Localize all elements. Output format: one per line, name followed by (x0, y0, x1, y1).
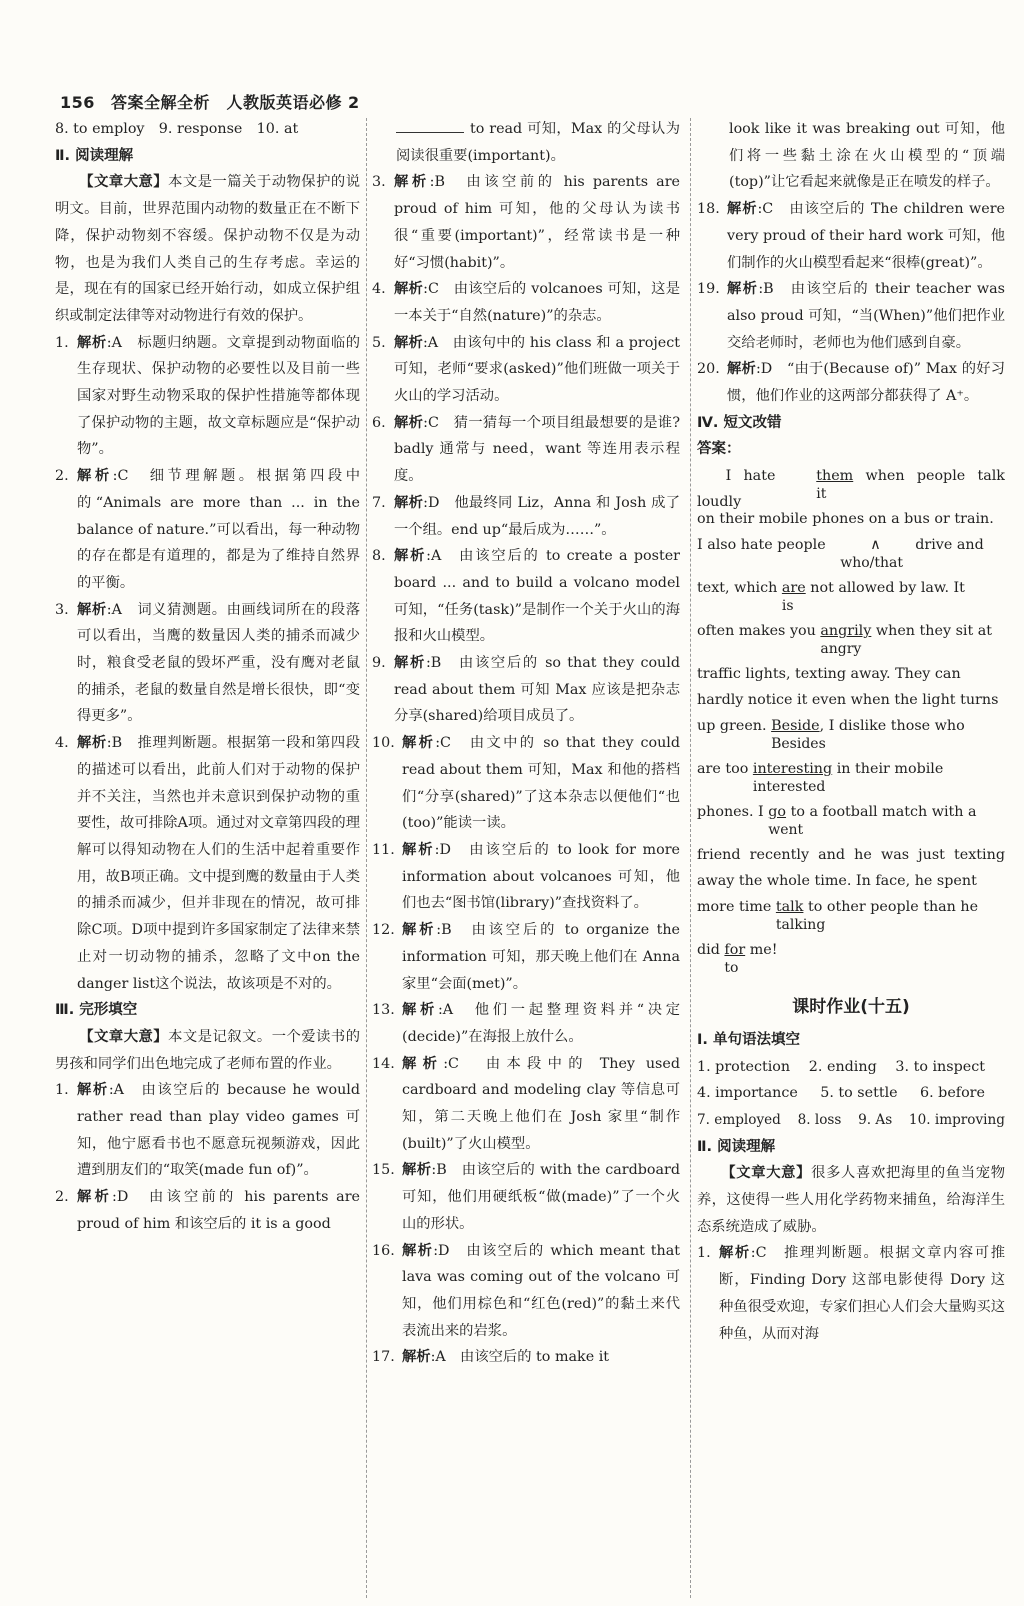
corr-error: angrily (820, 623, 872, 640)
summary (697, 1160, 1005, 1240)
item-text: :B 由该空后的 to organize the information 可知，那天晚上他们在 Anna 家里“会面(met)”。 (402, 922, 680, 992)
grammar-answer: 3. to inspect (895, 1058, 985, 1075)
item-label: 解析 (77, 334, 107, 351)
corr-fix: interested (752, 779, 826, 796)
item-label: 解析 (394, 281, 424, 298)
item-number: 6. (372, 414, 386, 431)
item-number: 3. (55, 601, 69, 618)
item-label: 解析 (402, 735, 436, 752)
item-number: 11. (372, 841, 395, 858)
item-text: :A 由该句中的 his class 和 a project 可知，老师“要求(asked)”他们班做一项关于火山的学习活动。 (394, 334, 680, 405)
answer-item (55, 597, 360, 731)
item-text: :A 由该空后的 to make it (430, 1349, 610, 1366)
item-number: 1. (55, 334, 69, 351)
corr-line: traffic lights, texting away. They can (697, 666, 961, 683)
corr-error: interesting (752, 761, 833, 778)
grammar-answer: 8. loss (797, 1111, 842, 1128)
error-correction-passage (697, 463, 1005, 980)
item-text: :A 标题归纳题。文章提到动物面临的生存现状、保护动物的必要性以及目前一些国家对野生动物采取的保护性措施等都体现了保护动物的主题，故文章标题应是“保护动物”。 (77, 334, 361, 458)
summary-text: 很多人喜欢把海里的鱼当宠物养，这使得一些人用化学药物来捕鱼，给海洋生态系统造成了威胁。 (697, 1165, 1006, 1235)
answer-blank (396, 118, 464, 133)
corr-text: drive and (910, 537, 984, 554)
page-number: 156 (60, 93, 95, 112)
answer-label: 答案： (697, 441, 741, 458)
item-number: 13. (372, 1002, 395, 1019)
lesson-title: 课时作业(十五) (792, 997, 910, 1018)
answer-item (372, 543, 680, 650)
answer-item (55, 463, 360, 597)
summary-label: 【文章大意】 (79, 174, 169, 191)
corr-error: talk (775, 899, 804, 916)
item-text: :C 细节理解题。根据第四段中的“Animals are more than ... in the balance of nature.”可以看出，每一种动物的存在都是有道理的，都是为了维持自然界的平衡。 (77, 468, 360, 591)
column-1 (55, 116, 360, 1238)
column-divider (366, 118, 367, 1598)
answer-item (372, 1157, 680, 1237)
item-text: :B 由该空后的 so that they could read about them 可知 Max 应该是把杂志分享(shared)给项目成员了。 (394, 655, 680, 725)
grammar-answer: 1. protection (697, 1058, 791, 1075)
item-text: :A 词义猜测题。由画线词所在的段落可以看出，当鹰的数量因人类的捕杀而减少时，粮食受老鼠的毁坏严重，没有鹰对老鼠的捕杀，老鼠的数量自然是增长很快，即“变得更多”。 (77, 601, 361, 725)
corr-line: friend recently and he was just texting away the whole time. In face, he spent (697, 847, 1005, 890)
answer-item (697, 276, 1005, 356)
corr-error: go (768, 804, 787, 821)
grammar-answer: 6. before (919, 1085, 985, 1102)
corr-text: did (697, 942, 725, 959)
grammar-answers (697, 1107, 1005, 1134)
item-label: 解析 (394, 548, 427, 565)
item-label: 解析 (402, 841, 435, 858)
item-text: :B 由该空前的 his parents are proud of him 可知，他的父母认为读书很“重要(important)”，经常读书是一种好“习惯(habit)”。 (394, 174, 680, 271)
item-label: 解析 (727, 361, 756, 378)
item-label: 解析 (77, 1082, 109, 1099)
corr-text: in their mobile (832, 761, 944, 778)
item-label: 解析 (402, 922, 437, 939)
corr-text: I hate (725, 468, 788, 485)
corr-line (697, 894, 1005, 937)
corr-fix: angry (820, 641, 862, 658)
answer-item (372, 169, 680, 276)
grammar-answer: 7. employed (697, 1111, 781, 1128)
section-title: Ⅰ. 单句语法填空 (697, 1031, 800, 1048)
answer-item (372, 997, 680, 1050)
item-number: 2. (55, 1189, 69, 1206)
item-number: 17. (372, 1349, 395, 1366)
continued-text-content: to read 可知，Max 的父母认为阅读很重要(important)。 (396, 121, 680, 164)
item-number: 14. (372, 1055, 395, 1072)
corr-line: on their mobile phones on a bus or train. (697, 511, 994, 528)
item-number: 2. (55, 468, 69, 485)
item-number: 3. (372, 174, 386, 191)
corr-line (697, 756, 1005, 799)
item-text: :B 由该空后的 their teacher was also proud 可知，“当(When)”他们把作业交给老师时，老师也为他们感到自豪。 (727, 281, 1005, 351)
corr-text: phones. I (697, 804, 769, 821)
answer-item (372, 276, 680, 329)
corr-line (697, 463, 1005, 511)
corr-fix: who/that (840, 555, 903, 572)
answer-item (55, 730, 360, 997)
corr-text: when people talk loudly (697, 468, 1005, 511)
item-text: :C 推理判断题。根据文章内容可推断，Finding Dory 这部电影使得 Dory 这种鱼很受欢迎，专家们担心人们会大量购买这种鱼，从而对海 (719, 1245, 1005, 1342)
item-label: 解析 (402, 1162, 432, 1179)
corr-text: when they sit at (871, 623, 993, 640)
item-text: :D “由于(Because of)” Max 的好习惯，他们作业的这两部分都获得了 A⁺。 (727, 361, 1005, 405)
item-label: 解析 (402, 1055, 444, 1072)
item-text: :C 由该空后的 volcanoes 可知，这是一本关于“自然(nature)”的杂志。 (394, 281, 681, 324)
item-number: 20. (697, 361, 720, 378)
corr-fix: went (768, 822, 804, 839)
book-title: 答案全解全析 人教版英语必修 2 (110, 93, 360, 112)
corr-text: text, which (697, 580, 782, 597)
answer-item (697, 196, 1005, 276)
corr-fix: Besides (771, 736, 826, 753)
grammar-answer: 2. ending (808, 1058, 877, 1075)
grammar-answer: 4. importance (697, 1085, 798, 1102)
answer-item (372, 730, 680, 837)
answer-item (697, 356, 1005, 409)
corr-fix: it (816, 486, 827, 503)
item-number: 15. (372, 1162, 395, 1179)
item-number: 1. (55, 1082, 69, 1099)
grammar-answer: 10. improving (908, 1111, 1005, 1128)
item-label: 解析 (394, 655, 426, 672)
answer-item (697, 1240, 1005, 1347)
corr-line (697, 532, 1005, 575)
item-text: :D 他最终同 Liz，Anna 和 Josh 成了一个组。end up“最后成为……”。 (394, 494, 680, 538)
corr-line (697, 618, 1005, 661)
continued-text: look like it was breaking out 可知，他们将一些黏土涂在火山模型的“顶端(top)”让它看起来就像是正在喷发的样子。 (729, 121, 1005, 191)
summary-label: 【文章大意】 (721, 1165, 812, 1182)
section-title: Ⅲ. 完形填空 (55, 1002, 138, 1019)
section-title: Ⅳ. 短文改错 (697, 414, 782, 431)
item-text: :B 由该空后的 with the cardboard 可知，他们用硬纸板“做(made)”了一个火山的形状。 (402, 1162, 681, 1232)
item-label: 解析 (402, 1349, 431, 1366)
answer-item (372, 490, 680, 543)
item-number: 5. (372, 334, 386, 351)
item-text: :A 他们一起整理资料并“决定(decide)”在海报上放什么。 (402, 1002, 681, 1045)
item-number: 1. (697, 1245, 711, 1262)
corr-text: are too (697, 761, 753, 778)
corr-line (697, 575, 1005, 618)
answer-item (372, 1344, 680, 1371)
corr-line: hardly notice it even when the light turns (697, 692, 999, 709)
corr-error: Beside (771, 718, 820, 735)
column-3 (697, 116, 1005, 1347)
item-label: 解析 (77, 735, 107, 752)
answer-item (55, 1184, 360, 1237)
corr-line (697, 713, 1005, 756)
page-header (60, 90, 360, 113)
answer-item (55, 330, 360, 464)
grammar-answer: 9. As (858, 1111, 893, 1128)
summary (55, 169, 360, 329)
answer-item (372, 1238, 680, 1345)
item-text: :A 由该空后的 to create a poster board ... and to build a volcano model 可知，“任务(task)”是制作一个关于火山的海报和火山模型。 (394, 548, 680, 645)
item-number: 9. (372, 655, 386, 672)
item-number: 8. (372, 548, 386, 565)
item-number: 4. (372, 281, 386, 298)
summary-text: 本文是一篇关于动物保护的说明文。目前，世界范围内动物的数量正在不断下降，保护动物刻不容缓。保护动物不仅是为动物，也是为我们人类自己的生存考虑。幸运的是，现在有的国家已经开始行动，如成立保护组织或制定法律等对动物进行有效的保护。 (55, 174, 361, 324)
item-label: 解析 (394, 334, 423, 351)
section-title: Ⅱ. 阅读理解 (55, 147, 134, 164)
item-text: :D 由该空后的 which meant that lava was coming out of the volcano 可知，他们用棕色和“红色(red)”的黏土来代表流出来的岩浆。 (402, 1242, 680, 1339)
item-label: 解析 (394, 494, 424, 511)
item-label: 解析 (402, 1242, 434, 1259)
item-label: 解析 (394, 414, 424, 431)
item-text: :D 由该空前的 his parents are proud of him 和该空后的 it is a good (77, 1189, 360, 1232)
answer-item (372, 410, 680, 490)
summary (55, 1024, 360, 1077)
answer-item (372, 650, 680, 730)
corr-text: , I dislike those who (819, 718, 965, 735)
corr-error: ∧ (870, 537, 881, 554)
grammar-answer: 5. to settle (820, 1085, 898, 1102)
item-number: 10. (372, 735, 395, 752)
corr-text: up green. (697, 718, 772, 735)
item-text: :D 由该空后的 to look for more information about volcanoes 可知，他们也去“图书馆(library)”查找资料了。 (402, 841, 680, 912)
column-2 (372, 116, 680, 1371)
corr-text: me! (745, 942, 778, 959)
corr-error: them (816, 468, 854, 485)
item-text: :C 猜一猜每一个项目组最想要的是谁? badly 通常与 need，want 等连用表示程度。 (394, 414, 681, 485)
item-label: 解析 (719, 1245, 751, 1262)
item-text: :C 由文中的 so that they could read about them 可知，Max 和他的搭档们“分享(shared)”了这本杂志以便他们“也(too)”能读一读。 (402, 735, 681, 832)
item-text: :B 推理判断题。根据第一段和第四段的描述可以看出，此前人们对于动物的保护并不关注，当然也并未意识到保护动物的重要性，故可排除A项。通过对文章第四段的理解可以得知动物在人们的生活中起着重要作用，故B项正确。文中提到鹰的数量由于人类的捕杀而减少，但并非现在的情况，故可排除C项。D项中提到许多国家制定了法律来禁止对一切动物的捕杀，忽略了文中on the danger list这个说法，故该项是不对的。 (77, 735, 361, 992)
answer-item (372, 837, 680, 917)
answer-item (372, 917, 680, 997)
grammar-answers (697, 1054, 1005, 1081)
corr-error: are (781, 580, 806, 597)
corr-text: not allowed by law. It (805, 580, 965, 597)
summary-label: 【文章大意】 (79, 1028, 169, 1045)
item-label: 解析 (77, 601, 107, 618)
item-number: 18. (697, 201, 720, 218)
corr-fix: is (781, 598, 794, 615)
item-number: 19. (697, 281, 720, 298)
corr-text: to other people than he (803, 899, 979, 916)
corr-text: more time (697, 899, 776, 916)
item-number: 16. (372, 1242, 395, 1259)
corr-text: often makes you (697, 623, 821, 640)
item-label: 解析 (77, 1189, 113, 1206)
corr-line (697, 799, 1005, 842)
corr-text: to a football match with a (786, 804, 977, 821)
grammar-answers (697, 1080, 1005, 1107)
item-label: 解析 (402, 1002, 438, 1019)
continued-text (372, 116, 680, 169)
item-label: 解析 (394, 174, 430, 191)
column-divider (690, 118, 691, 1598)
item-text: :A 由该空后的 because he would rather read than play video games 可知，他宁愿看书也不愿意玩视频游戏，因此遭到朋友们的“取笑(made fun of)”。 (77, 1082, 361, 1179)
top-answers: 8. to employ 9. response 10. at (55, 121, 299, 137)
corr-error: for (724, 942, 746, 959)
item-text: :C 由本段中的 They used cardboard and modeling clay 等信息可知，第二天晚上他们在 Josh 家里“制作(built)”了火山模型。 (402, 1055, 680, 1152)
item-label: 解析 (727, 281, 759, 298)
summary-text: 本文是记叙文。一个爱读书的男孩和同学们出色地完成了老师布置的作业。 (55, 1028, 361, 1072)
corr-line (697, 937, 1005, 980)
item-number: 7. (372, 494, 386, 511)
answer-item (55, 1077, 360, 1184)
item-number: 12. (372, 922, 395, 939)
corr-text: I also hate people (697, 537, 831, 554)
item-number: 4. (55, 735, 69, 752)
item-label: 解析 (727, 201, 758, 218)
corr-fix: talking (775, 917, 826, 934)
answer-item (372, 1051, 680, 1158)
item-text: :C 由该空后的 The children were very proud of their hard work 可知，他们制作的火山模型看起来“很棒(great)”。 (727, 201, 1006, 271)
section-title: Ⅱ. 阅读理解 (697, 1138, 776, 1155)
answer-item (372, 330, 680, 410)
corr-fix: to (724, 960, 739, 977)
item-label: 解析 (77, 468, 113, 485)
